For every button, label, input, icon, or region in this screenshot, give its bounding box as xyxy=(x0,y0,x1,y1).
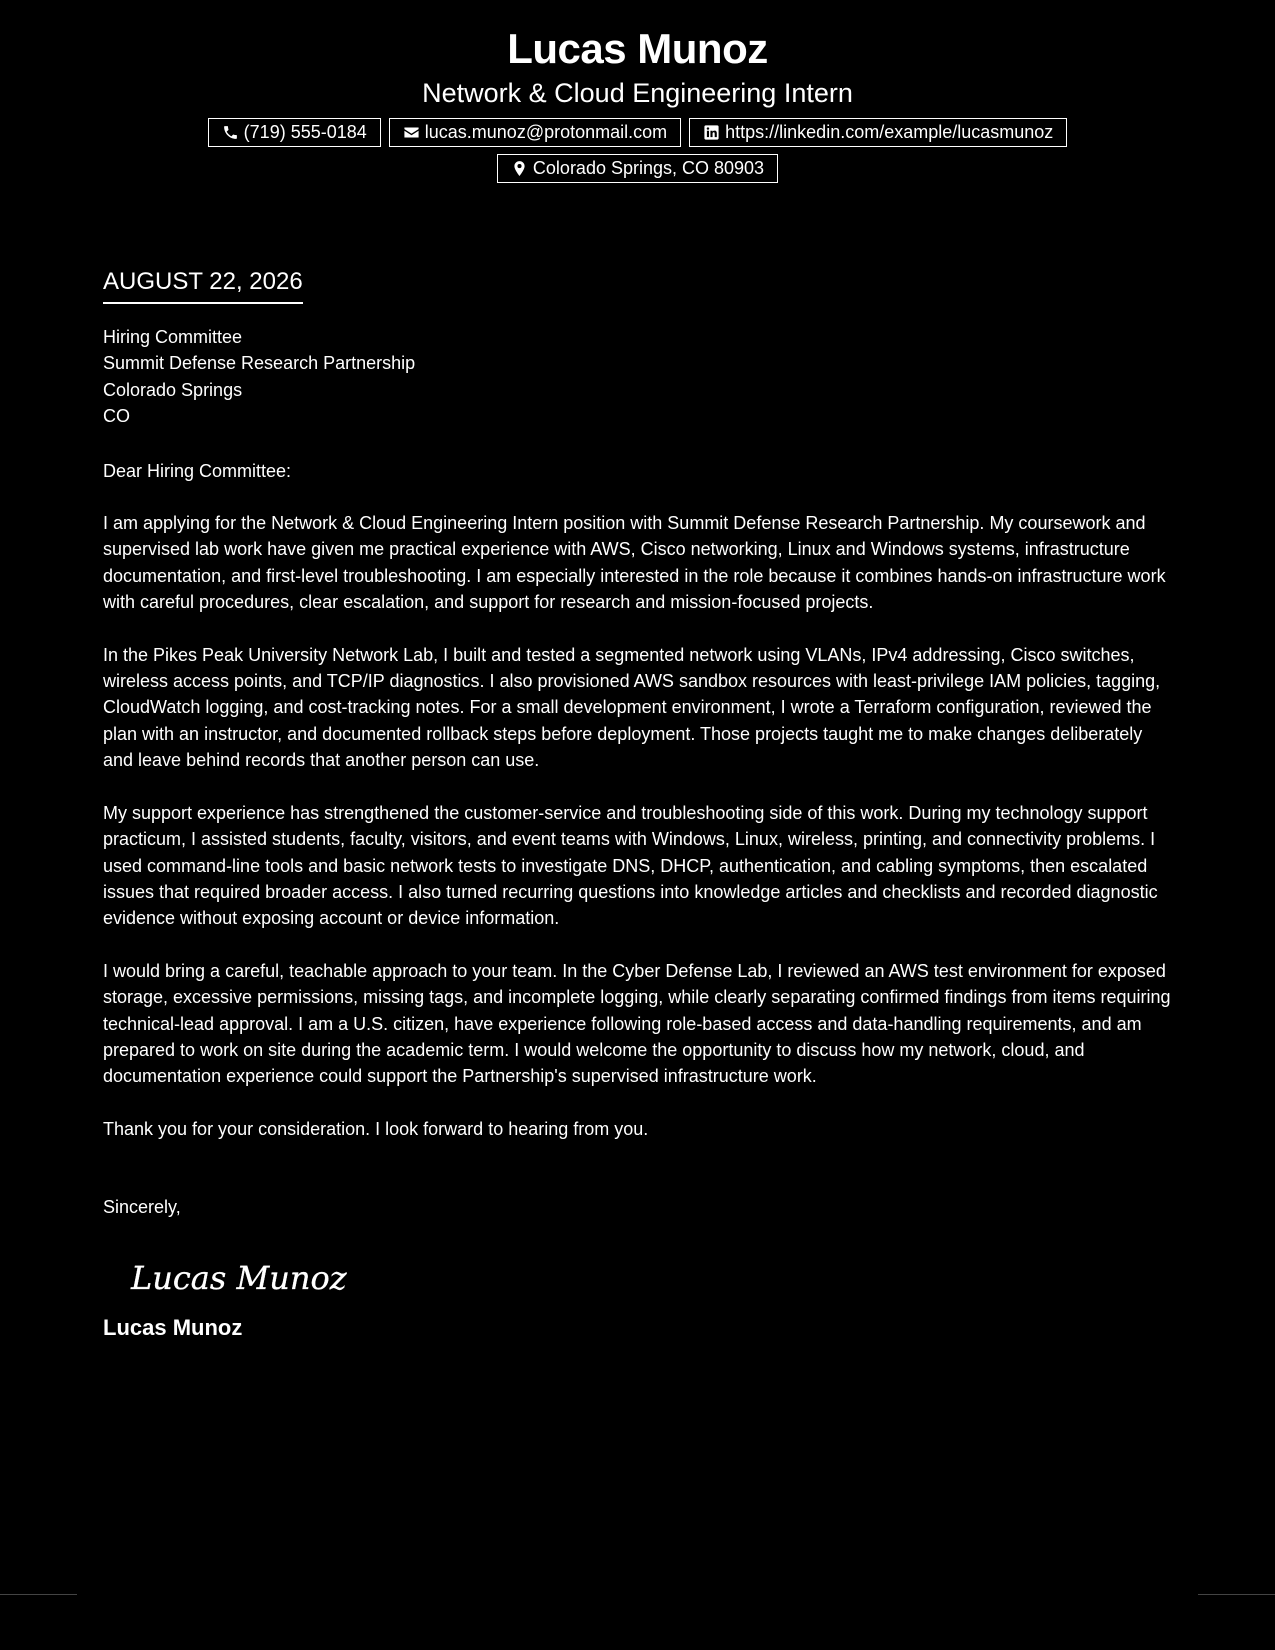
contact-row-secondary xyxy=(0,154,1275,183)
body-paragraph: In the Pikes Peak University Network Lab, I built and tested a segmented network using VLANs, IPv4 addressing, Cisco switches, wireless access points, and TCP/IP diagnostics. I also provisioned AWS sandbox resources with least-privilege IAM policies, tagging, CloudWatch logging, and cost-tracking notes. For a small development environment, I wrote a Terraform configuration, reviewed the plan with an instructor, and documented rollback steps before deployment. Those projects taught me to make changes deliberately and leave behind records that another person can use. xyxy=(103,644,1161,771)
recipient-line: Colorado Springs xyxy=(103,379,243,400)
recipient-line: CO xyxy=(103,406,130,427)
footer-divider-left xyxy=(0,1594,77,1595)
body-paragraph: I am applying for the Network & Cloud Engineering Intern position with Summit Defense Research Partnership. My coursework and supervised lab work have given me practical experience with AWS, Cisco networking, Linux and Windows systems, infrastructure documentation, and first-level troubleshooting. I am especially interested in the role because it combines hands-on infrastructure work with careful procedures, clear escalation, and support for research and mission-focused projects. xyxy=(103,513,1166,613)
linkedin-icon xyxy=(703,124,720,141)
svg-text:Lucas Munoz: Lucas Munoz xyxy=(131,1258,347,1297)
salutation: Dear Hiring Committee: xyxy=(103,460,292,481)
contact-email[interactable] xyxy=(389,118,681,147)
contact-phone[interactable] xyxy=(208,118,381,147)
applicant-title: Network & Cloud Engineering Intern xyxy=(422,78,853,108)
recipient-line: Hiring Committee xyxy=(103,327,243,347)
letter-body xyxy=(103,268,1173,1341)
handwritten-signature xyxy=(129,1253,1173,1303)
envelope-icon xyxy=(403,124,420,141)
letter-date: AUGUST 22, 2026 xyxy=(103,268,303,304)
recipient-line: Summit Defense Research Partnership xyxy=(103,353,416,374)
closing: Sincerely, xyxy=(103,1197,181,1218)
contact-email-text: lucas.munoz@protonmail.com xyxy=(424,122,668,142)
contact-location xyxy=(497,154,778,183)
phone-icon xyxy=(222,124,239,141)
body-paragraph: I would bring a careful, teachable approach to your team. In the Cyber Defense Lab, I reviewed an AWS test environment for exposed storage, excessive permissions, missing tags, and incomplete logging, while clearly separating confirmed findings from items requiring technical-lead approval. I am a U.S. citizen, have experience following role-based access and data-handling requirements, and am prepared to work on site during the academic term. I would welcome the opportunity to discuss how my network, cloud, and documentation experience could support the Partnership's supervised infrastructure work. xyxy=(103,960,1171,1087)
signed-name: Lucas Munoz xyxy=(103,1314,243,1340)
letter-header xyxy=(0,22,1275,183)
footer-divider-right xyxy=(1198,1594,1275,1595)
recipient-block xyxy=(103,324,1173,430)
contact-linkedin[interactable] xyxy=(689,118,1067,147)
body-paragraph: Thank you for your consideration. I look forward to hearing from you. xyxy=(103,1118,649,1139)
map-marker-icon xyxy=(511,160,528,177)
contact-phone-text: (719) 555-0184 xyxy=(243,122,367,142)
contact-linkedin-text: https://linkedin.com/example/lucasmunoz xyxy=(725,122,1054,142)
contact-location-text: Colorado Springs, CO 80903 xyxy=(532,158,765,178)
body-paragraph: My support experience has strengthened the customer-service and troubleshooting side of this work. During my technology support practicum, I assisted students, faculty, visitors, and event teams with Windows, Linux, wireless, printing, and connectivity problems. I used command-line tools and basic network tests to investigate DNS, DHCP, authentication, and cabling symptoms, then escalated issues that required broader access. I also turned recurring questions into knowledge articles and checklists and recorded diagnostic evidence without exposing account or device information. xyxy=(103,802,1158,929)
applicant-name: Lucas Munoz xyxy=(507,25,768,72)
contact-row-primary xyxy=(0,118,1275,147)
